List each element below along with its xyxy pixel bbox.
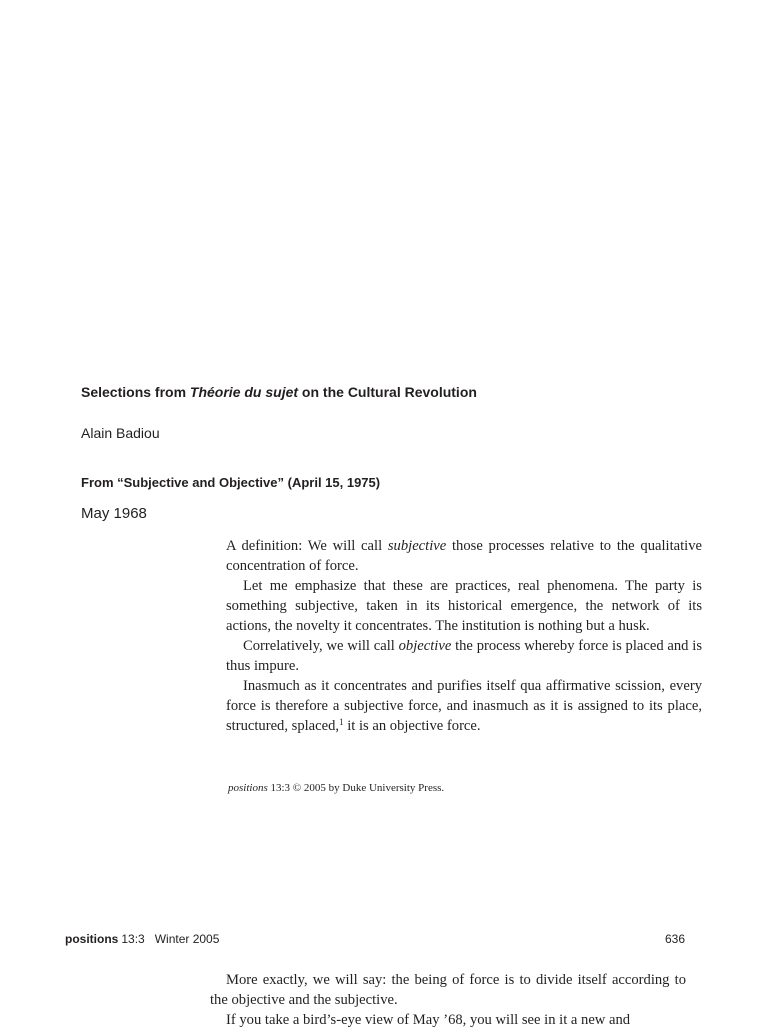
p1-text-b: those processes relative to the qualitative concentration of force. bbox=[226, 538, 702, 574]
copyright-text: 13:3 © 2005 by Duke University Press. bbox=[267, 782, 445, 794]
next-paragraph-1: More exactly, we will say: the being of force is to divide itself according to the objective and the subjective. bbox=[210, 972, 686, 1008]
paragraph-1 bbox=[226, 536, 702, 576]
footer-season: Winter 2005 bbox=[154, 932, 220, 946]
p3-emphasis: objective bbox=[398, 638, 452, 654]
footer-issue: 13:3 bbox=[121, 932, 145, 946]
p3-text-b: the process whereby force is placed and is thus impure. bbox=[226, 638, 702, 674]
footer-journal: positions bbox=[65, 932, 119, 946]
p1-text-a: A definition: We will call bbox=[226, 538, 388, 554]
section-heading: From “Subjective and Objective” (April 15, 1975) bbox=[81, 475, 381, 490]
paragraph-4 bbox=[226, 676, 702, 736]
title-italic: Théorie du sujet bbox=[189, 384, 299, 400]
p4-text-b: it is an objective force. bbox=[343, 718, 481, 734]
next-paragraph-2: If you take a bird’s-eye view of May ’68, you will see in it a new and bbox=[226, 1012, 631, 1028]
article-title bbox=[81, 384, 477, 400]
title-prefix: Selections from bbox=[81, 384, 190, 400]
page-number: 636 bbox=[664, 932, 685, 946]
copyright-notice bbox=[228, 782, 444, 794]
copyright-journal: positions bbox=[228, 782, 268, 794]
author-name: Alain Badiou bbox=[81, 425, 160, 441]
subsection-heading: May 1968 bbox=[81, 505, 147, 522]
title-suffix: on the Cultural Revolution bbox=[298, 384, 477, 400]
footnote-ref: 1 bbox=[339, 717, 344, 727]
next-page-text bbox=[210, 970, 686, 1030]
running-footer bbox=[65, 932, 685, 946]
paragraph-2: Let me emphasize that these are practices, real phenomena. The party is something subjective, taken in its historical emergence, the network of its actions, the novelty it concentrates. The institution is nothing but a husk. bbox=[226, 578, 702, 634]
p1-emphasis: subjective bbox=[387, 538, 447, 554]
paragraph-3 bbox=[226, 636, 702, 676]
body-text bbox=[226, 536, 702, 736]
p3-text-a: Correlatively, we will call bbox=[243, 638, 399, 654]
p4-text-a: Inasmuch as it concentrates and purifies itself qua affirmative scission, every force is therefore a subjective force, and inasmuch as it is assigned to its place, structured, splaced, bbox=[226, 678, 702, 734]
